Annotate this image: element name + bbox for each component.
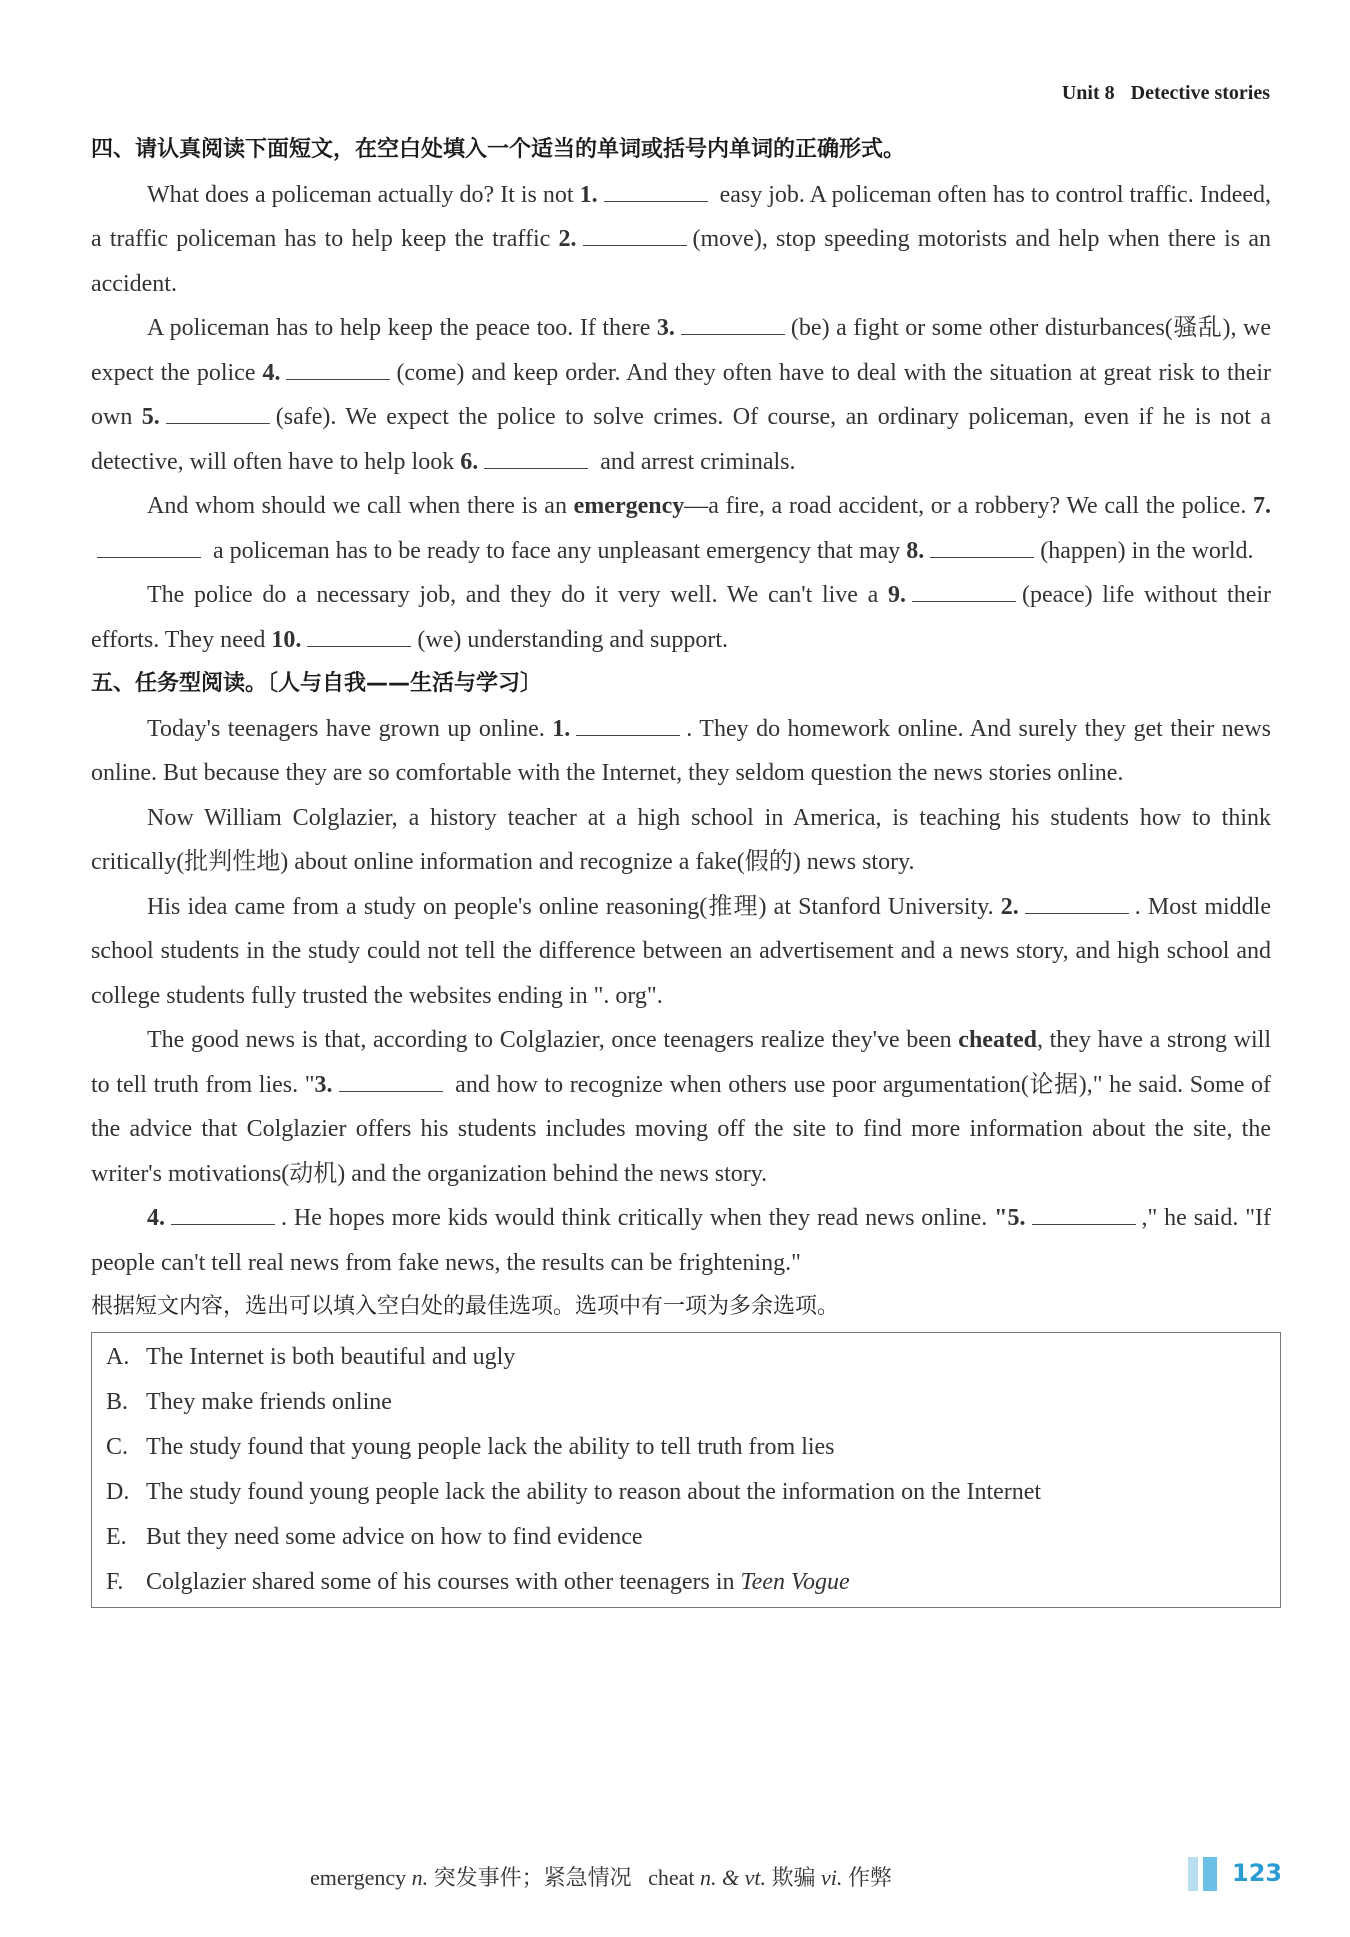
blank-number: 1. bbox=[552, 715, 571, 742]
blank-number: 1. bbox=[579, 181, 598, 208]
option-d[interactable]: D. The study found young people lack the ability to reason about the information on the Internet bbox=[106, 1478, 1042, 1505]
option-e[interactable]: E. But they need some advice on how to find evidence bbox=[106, 1523, 643, 1550]
vocabulary-gloss: emergency n. 突发事件；紧急情况 cheat n. & vt. 欺骗 vi. 作弊 bbox=[310, 1865, 892, 1890]
answer-blank[interactable] bbox=[339, 1069, 443, 1092]
word-hint: (happen) bbox=[1040, 537, 1126, 564]
s5-paragraph-5: 4. . He hopes more kids would think critically when they read news online. "5. ," he said. "If people can't tell real news from fake news, the results can be frightening." bbox=[91, 1196, 1271, 1285]
word-hint: (be) bbox=[790, 315, 830, 341]
s4-paragraph-4: The police do a necessary job, and they do it very well. We can't live a 9. (peace) life without their efforts. They need 10. (we) understanding and support. bbox=[91, 573, 1271, 662]
answer-blank[interactable] bbox=[484, 446, 588, 469]
blank-number: 4. bbox=[147, 1205, 165, 1231]
word-hint: (we) bbox=[417, 626, 462, 653]
answer-blank[interactable] bbox=[681, 312, 785, 335]
word-hint: (peace) bbox=[1022, 582, 1093, 608]
s4-paragraph-3: And whom should we call when there is an emergency—a fire, a road accident, or a robbery? We call the police. 7. a policeman has to be ready to face any unpleasant emergency that may 8. (happen) in the world. bbox=[91, 484, 1271, 573]
answer-blank[interactable] bbox=[1025, 891, 1129, 914]
word-hint: (come) bbox=[396, 359, 465, 386]
s5-paragraph-1: Today's teenagers have grown up online. 1. . They do homework online. And surely they get their news online. But because they are so comfortable with the Internet, they seldom question the news stories online. bbox=[91, 707, 1271, 796]
blank-number: 8. bbox=[906, 537, 925, 564]
s5-paragraph-3: His idea came from a study on people's online reasoning(推理) at Stanford University. 2. . Most middle school students in the study could not tell the difference between an advertisement and a news story, and high school and college students fully trusted the websites ending in ". org". bbox=[91, 885, 1271, 1019]
decorative-bar bbox=[1203, 1857, 1217, 1891]
page-content bbox=[91, 128, 1271, 1608]
s4-paragraph-1: What does a policeman actually do? It is not 1. easy job. A policeman often has to control traffic. Indeed, a traffic policeman has to help keep the traffic 2. (move), stop speeding motorists and help when there is an accident. bbox=[91, 173, 1271, 307]
task-instruction: 根据短文内容，选出可以填入空白处的最佳选项。选项中有一项为多余选项。 bbox=[91, 1294, 840, 1319]
blank-number: 4. bbox=[262, 359, 281, 386]
page-footer bbox=[0, 1855, 1350, 1897]
blank-number: 9. bbox=[888, 582, 906, 608]
decorative-bar bbox=[1188, 1857, 1198, 1891]
answer-blank[interactable] bbox=[97, 535, 201, 558]
section-5-title: 五、任务型阅读。〔人与自我——生活与学习〕 bbox=[91, 671, 543, 696]
vocab-word: emergency bbox=[573, 493, 685, 519]
unit-label: Unit 8 bbox=[1061, 82, 1115, 104]
s5-paragraph-2: Now William Colglazier, a history teacher at a high school in America, is teaching his students how to think critically(批判性地) about online information and recognize a fake(假的) news story. bbox=[91, 804, 1271, 875]
answer-blank[interactable] bbox=[930, 535, 1034, 558]
answer-blank[interactable] bbox=[307, 624, 411, 647]
blank-number: 3. bbox=[656, 315, 675, 341]
option-a[interactable]: A. The Internet is both beautiful and ugly bbox=[106, 1343, 516, 1370]
page-number: 123 bbox=[1232, 1859, 1283, 1887]
answer-blank[interactable] bbox=[604, 179, 708, 202]
s4-paragraph-2: A policeman has to help keep the peace too. If there 3. (be) a fight or some other disturbances(骚乱), we expect the police 4. (come) and keep order. And they often have to deal with the situation at great risk to their own 5. (safe). We expect the police to solve crimes. Of course, an ordinary policeman, even if he is not a detective, will often have to help look 6. and arrest criminals. bbox=[91, 306, 1271, 484]
blank-number: 10. bbox=[271, 626, 302, 653]
answer-blank[interactable] bbox=[166, 401, 270, 424]
answer-blank[interactable] bbox=[171, 1202, 275, 1225]
section-4-title: 四、请认真阅读下面短文，在空白处填入一个适当的单词或括号内单词的正确形式。 bbox=[91, 137, 906, 162]
blank-number: 6. bbox=[460, 448, 479, 475]
blank-number: 7. bbox=[1253, 493, 1272, 519]
answer-blank[interactable] bbox=[583, 223, 687, 246]
answer-blank[interactable] bbox=[286, 357, 390, 380]
blank-number: 5. bbox=[141, 404, 160, 430]
vocab-word: cheated bbox=[958, 1027, 1037, 1053]
options-box bbox=[91, 1332, 1281, 1608]
option-f[interactable]: F. Colglazier shared some of his courses with other teenagers in Teen Vogue bbox=[106, 1568, 850, 1595]
unit-title: Detective stories bbox=[1130, 82, 1270, 104]
blank-number: 2. bbox=[1000, 893, 1019, 920]
answer-blank[interactable] bbox=[576, 713, 680, 736]
word-hint: (safe) bbox=[275, 404, 331, 430]
option-b[interactable]: B. They make friends online bbox=[106, 1388, 392, 1415]
answer-blank[interactable] bbox=[1032, 1202, 1136, 1225]
page-header bbox=[1062, 82, 1270, 105]
answer-blank[interactable] bbox=[912, 579, 1016, 602]
word-hint: (move) bbox=[692, 226, 762, 252]
blank-number: 2. bbox=[558, 226, 577, 252]
s5-paragraph-4: The good news is that, according to Colglazier, once teenagers realize they've been cheated, they have a strong will to tell truth from lies. "3. and how to recognize when others use poor argumentation(论据)," he said. Some of the advice that Colglazier offers his students includes moving off the site to find more information about the site, the writer's motivations(动机) and the organization behind the news story. bbox=[91, 1027, 1271, 1187]
blank-number: 5. bbox=[1007, 1205, 1026, 1231]
blank-number: 3. bbox=[314, 1071, 333, 1098]
option-c[interactable]: C. The study found that young people lack the ability to tell truth from lies bbox=[106, 1433, 835, 1460]
